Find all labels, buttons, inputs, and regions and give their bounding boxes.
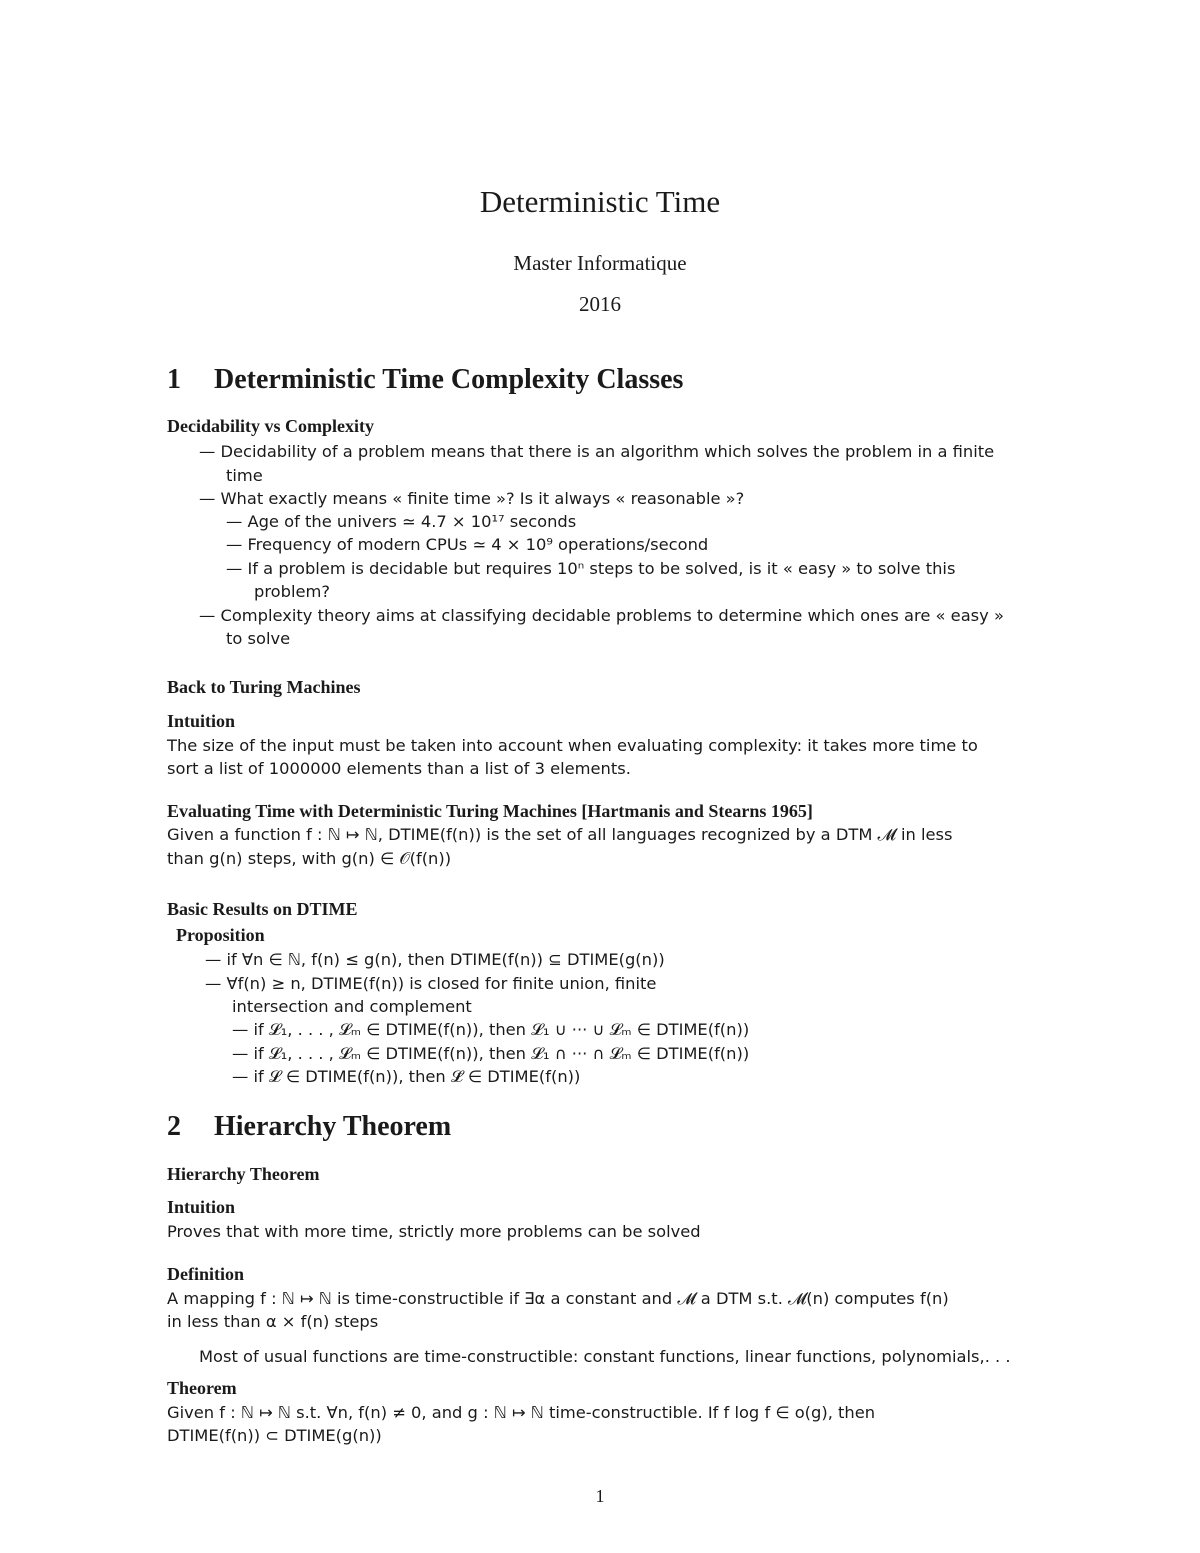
sub-list-item: — Age of the univers ≃ 4.7 × 10¹⁷ seconds xyxy=(226,512,577,531)
theorem-text: DTIME(f(n)) ⊂ DTIME(g(n)) xyxy=(167,1426,382,1445)
evaluating-text: Given a function f : ℕ ↦ ℕ, DTIME(f(n)) is the set of all languages recognized by a DTM 𝓜 in less xyxy=(167,825,953,844)
list-item-continuation: to solve xyxy=(226,629,291,648)
document-year: 2016 xyxy=(579,292,621,316)
document-title: Deterministic Time xyxy=(479,184,721,219)
sub-list-item: — If a problem is decidable but requires 10ⁿ steps to be solved, is it « easy » to solve this xyxy=(226,559,956,578)
definition-note: Most of usual functions are time-constructible: constant functions, linear functions, polynomials,. . . xyxy=(199,1347,1011,1366)
page-number: 1 xyxy=(595,1486,605,1506)
proposition-item: — if ∀n ∈ ℕ, f(n) ≤ g(n), then DTIME(f(n)) ⊆ DTIME(g(n)) xyxy=(205,950,665,969)
evaluating-text: than g(n) steps, with g(n) ∈ 𝒪(f(n)) xyxy=(167,849,452,868)
definition-text: A mapping f : ℕ ↦ ℕ is time-constructible if ∃α a constant and 𝓜 a DTM s.t. 𝓜(n) computes f(n) xyxy=(167,1289,949,1308)
section-2-title: Hierarchy Theorem xyxy=(214,1111,452,1142)
sub-list-item: — Frequency of modern CPUs ≃ 4 × 10⁹ operations/second xyxy=(226,535,709,554)
proposition-heading: Proposition xyxy=(176,925,265,945)
list-item: — Decidability of a problem means that there is an algorithm which solves the problem in a finite xyxy=(199,442,995,461)
definition-heading: Definition xyxy=(167,1264,245,1284)
intuition-text: The size of the input must be taken into account when evaluating complexity: it takes more time to xyxy=(167,736,978,755)
proposition-item-continuation: intersection and complement xyxy=(232,997,472,1016)
basic-results-heading: Basic Results on DTIME xyxy=(167,899,358,919)
proposition-sub-item: — if 𝓛₁, . . . , 𝓛ₘ ∈ DTIME(f(n)), then 𝓛₁ ∩ ··· ∩ 𝓛ₘ ∈ DTIME(f(n)) xyxy=(232,1044,750,1063)
section-1-heading xyxy=(167,364,683,396)
sub-list-item-continuation: problem? xyxy=(254,582,331,601)
definition-text: in less than α × f(n) steps xyxy=(167,1312,379,1331)
intuition-heading: Intuition xyxy=(167,711,236,731)
theorem-heading: Theorem xyxy=(167,1378,237,1398)
proposition-sub-item: — if 𝓛₁, . . . , 𝓛ₘ ∈ DTIME(f(n)), then 𝓛₁ ∪ ··· ∪ 𝓛ₘ ∈ DTIME(f(n)) xyxy=(232,1020,750,1039)
intuition-heading: Intuition xyxy=(167,1197,236,1217)
hierarchy-heading: Hierarchy Theorem xyxy=(167,1164,320,1184)
section-1-title: Deterministic Time Complexity Classes xyxy=(214,364,684,395)
proposition-sub-item: — if 𝓛 ∈ DTIME(f(n)), then 𝓛̄ ∈ DTIME(f(n)) xyxy=(232,1067,581,1086)
proposition-item: — ∀f(n) ≥ n, DTIME(f(n)) is closed for finite union, finite xyxy=(205,974,657,993)
list-item: — What exactly means « finite time »? Is it always « reasonable »? xyxy=(199,489,745,508)
decidability-heading: Decidability vs Complexity xyxy=(167,416,374,436)
list-item: — Complexity theory aims at classifying decidable problems to determine which ones are « easy » xyxy=(199,606,1004,625)
intuition-text: Proves that with more time, strictly more problems can be solved xyxy=(167,1222,701,1241)
list-item-continuation: time xyxy=(226,466,263,485)
theorem-text: Given f : ℕ ↦ ℕ s.t. ∀n, f(n) ≠ 0, and g : ℕ ↦ ℕ time-constructible. If f log f ∈ o(g), then xyxy=(167,1403,876,1422)
intuition-text: sort a list of 1000000 elements than a list of 3 elements. xyxy=(167,759,631,778)
section-1-number: 1 xyxy=(167,364,181,395)
section-2-heading xyxy=(167,1111,451,1143)
turing-heading: Back to Turing Machines xyxy=(167,677,361,697)
document-subtitle: Master Informatique xyxy=(513,251,687,275)
evaluating-heading: Evaluating Time with Deterministic Turing Machines [Hartmanis and Stearns 1965] xyxy=(167,801,813,821)
section-2-number: 2 xyxy=(167,1111,181,1142)
